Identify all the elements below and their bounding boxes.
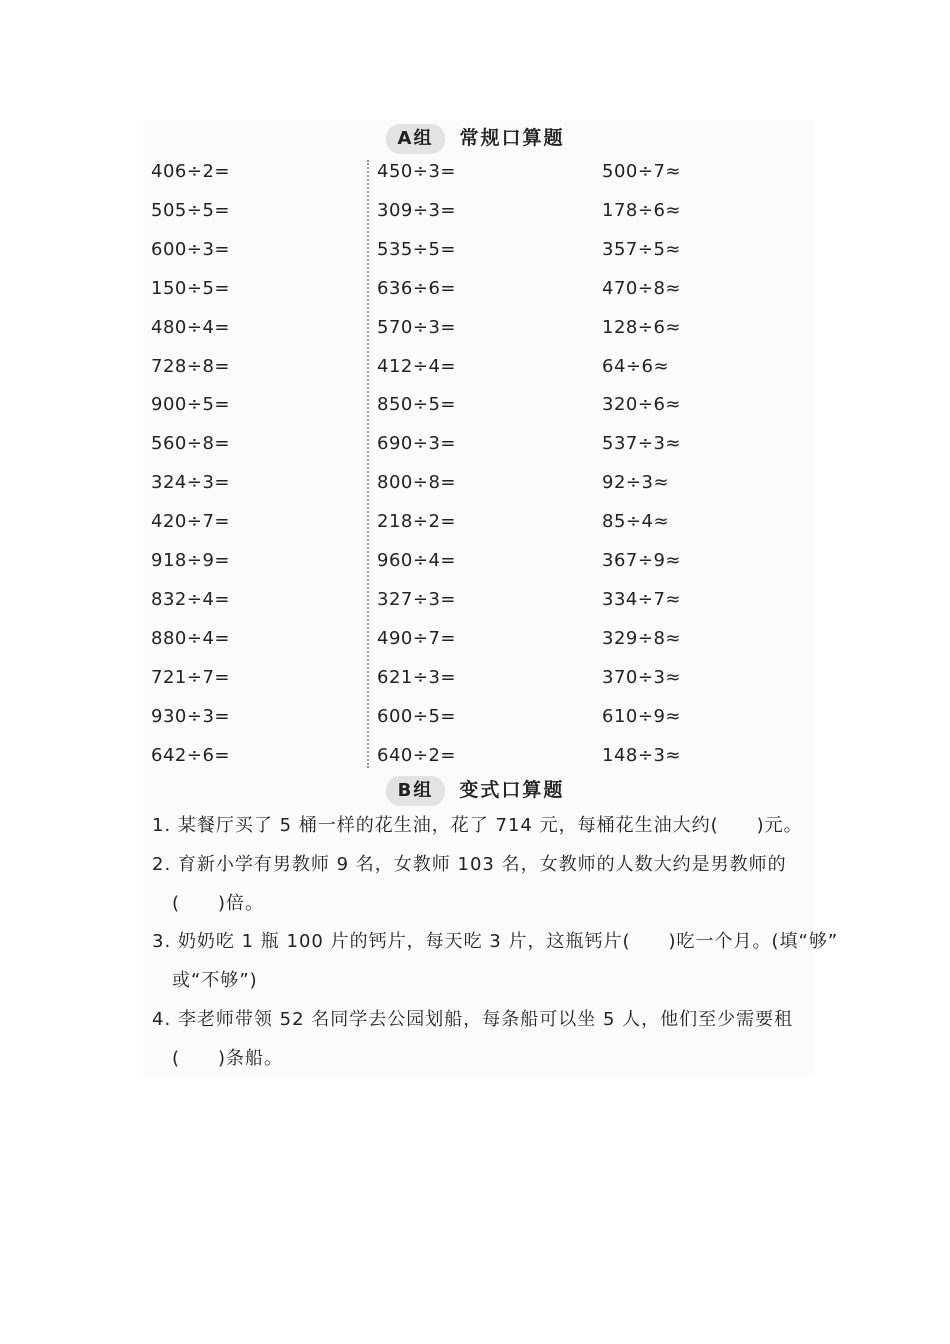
equation-col1-7: 900÷5=: [151, 394, 230, 416]
problem-4-line-2: ( )条船。: [172, 1048, 284, 1069]
equation-col1-11: 918÷9=: [151, 550, 230, 571]
equation-col1-5: 480÷4=: [151, 316, 230, 338]
equation-col2-14: 621÷3=: [377, 666, 456, 688]
equation-col1-4: 150÷5=: [151, 277, 230, 299]
equation-col2-15: 600÷5=: [377, 705, 456, 727]
equation-col2-6: 412÷4=: [377, 355, 456, 377]
equation-col3-2: 178÷6≈: [602, 199, 681, 221]
equation-col2-2: 309÷3=: [377, 199, 456, 221]
equation-col3-7: 320÷6≈: [602, 394, 681, 416]
equation-col1-12: 832÷4=: [151, 588, 230, 610]
equation-col2-3: 535÷5=: [377, 238, 456, 260]
equation-col1-13: 880÷4=: [151, 627, 230, 649]
equation-col1-10: 420÷7=: [151, 511, 230, 533]
equation-col2-16: 640÷2=: [377, 744, 456, 766]
problem-4-line-1: 4. 李老师带领 52 名同学去公园划船，每条船可以坐 5 人，他们至少需要租: [152, 1009, 794, 1030]
equation-col3-5: 128÷6≈: [602, 316, 681, 338]
equation-col3-12: 334÷7≈: [602, 588, 681, 610]
group-a-title: 常规口算题: [459, 127, 565, 149]
problem-2-line-2: ( )倍。: [172, 893, 265, 914]
equation-col2-12: 327÷3=: [377, 588, 456, 610]
equation-col1-1: 406÷2=: [151, 161, 230, 182]
equation-col3-1: 500÷7≈: [602, 161, 681, 182]
equation-col1-8: 560÷8=: [151, 433, 230, 455]
group-b-badge: B组: [386, 776, 446, 806]
equation-col3-14: 370÷3≈: [602, 666, 681, 688]
equation-col1-9: 324÷3=: [151, 472, 230, 494]
problem-1-line: 1. 某餐厅买了 5 桶一样的花生油，花了 714 元，每桶花生油大约( )元。: [152, 815, 803, 836]
equation-col1-6: 728÷8=: [151, 355, 230, 377]
group-a-header: [0, 123, 950, 154]
problem-3-line-1: 3. 奶奶吃 1 瓶 100 片的钙片，每天吃 3 片，这瓶钙片( )吃一个月。(填“够”: [152, 931, 839, 952]
equation-col3-16: 148÷3≈: [602, 744, 681, 766]
column-divider: [367, 160, 369, 768]
problem-3-line-2: 或“不够”): [172, 970, 258, 991]
equation-col2-13: 490÷7=: [377, 627, 456, 649]
problem-2-line-1: 2. 育新小学有男教师 9 名，女教师 103 名，女教师的人数大约是男教师的: [152, 854, 787, 875]
group-b-header: [0, 775, 950, 806]
equation-col2-10: 218÷2=: [377, 511, 456, 533]
group-b-title: 变式口算题: [459, 779, 565, 801]
equation-col3-3: 357÷5≈: [602, 238, 681, 260]
equation-col1-14: 721÷7=: [151, 666, 230, 688]
equation-col1-15: 930÷3=: [151, 705, 230, 727]
equation-col3-10: 85÷4≈: [602, 511, 670, 533]
equation-col3-11: 367÷9≈: [602, 550, 681, 571]
equation-col2-7: 850÷5=: [377, 394, 456, 416]
equation-col2-4: 636÷6=: [377, 277, 456, 299]
equation-col3-4: 470÷8≈: [602, 277, 681, 299]
equation-col1-2: 505÷5=: [151, 199, 230, 221]
equation-col1-3: 600÷3=: [151, 238, 230, 260]
equation-col3-15: 610÷9≈: [602, 705, 681, 727]
equation-col1-16: 642÷6=: [151, 744, 230, 766]
equation-col2-5: 570÷3=: [377, 316, 456, 338]
equation-col2-9: 800÷8=: [377, 472, 456, 494]
equation-col2-8: 690÷3=: [377, 433, 456, 455]
equation-col3-13: 329÷8≈: [602, 627, 681, 649]
equation-col3-8: 537÷3≈: [602, 433, 681, 455]
equation-col3-6: 64÷6≈: [602, 355, 670, 377]
equation-col3-9: 92÷3≈: [602, 472, 670, 494]
equation-col2-11: 960÷4=: [377, 550, 456, 571]
group-a-badge: A组: [386, 124, 446, 154]
equation-col2-1: 450÷3=: [377, 161, 456, 182]
